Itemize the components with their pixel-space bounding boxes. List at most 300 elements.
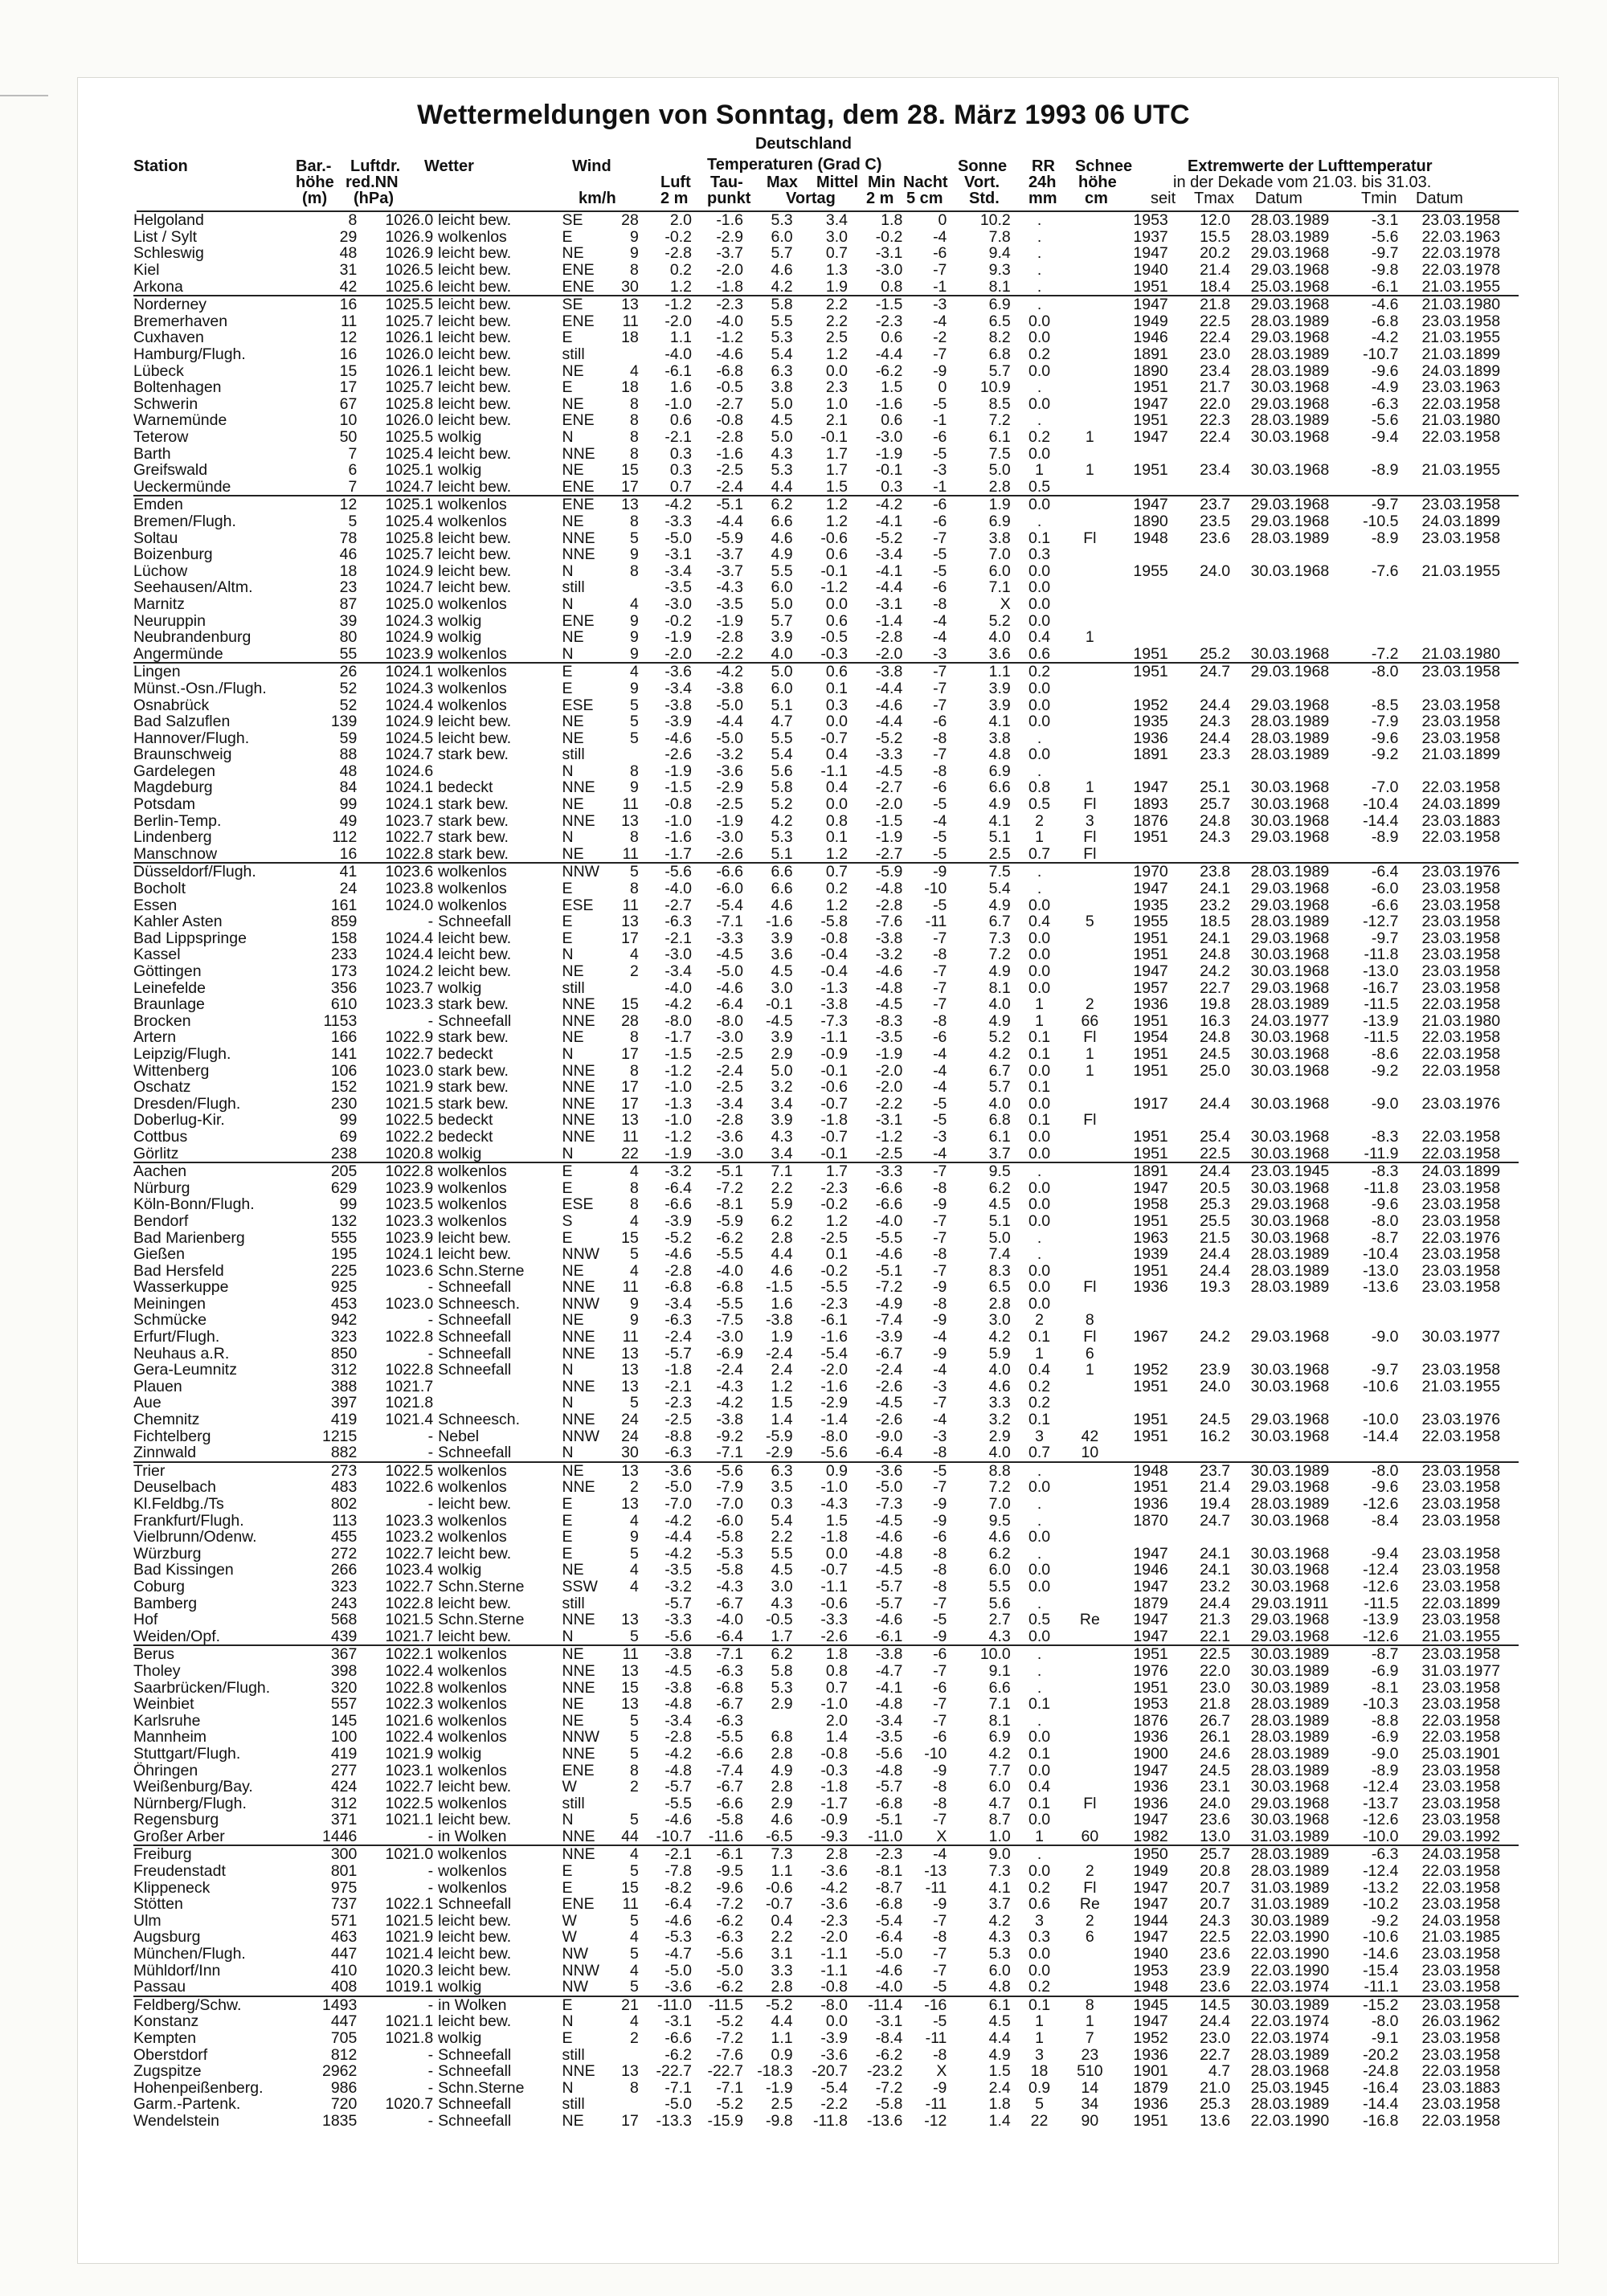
cell-wetter: Schneefall [438, 1012, 512, 1030]
cell-mittel-vortag: -2.0 [820, 1929, 848, 1946]
cell-rr-24h: 0.0 [1028, 1095, 1051, 1113]
cell-wind-richtung: NNE [562, 1662, 595, 1680]
cell-tmax: 24.7 [1180, 663, 1235, 680]
cell-rr-24h: 0.0 [1028, 1262, 1051, 1279]
cell-tmax [1180, 479, 1235, 496]
cell-nacht-5cm: -7 [933, 1912, 947, 1930]
cell-wind-richtung: NE [562, 395, 584, 413]
cell-luft-2m: 1.6 [669, 378, 692, 396]
cell-rr-24h: 0.0 [1028, 1479, 1051, 1496]
cell-luftdruck: 1021.5 [385, 1095, 434, 1113]
cell-rr-24h: 0.6 [1028, 645, 1051, 663]
cell-tmin-datum: 23.03.1958 [1421, 1279, 1501, 1296]
cell-luft-2m: -4.8 [664, 1695, 692, 1713]
cell-mittel-vortag: -5.4 [820, 1345, 848, 1362]
cell-tmax: 21.4 [1200, 261, 1231, 279]
cell-luftdruck: 1026.9 [385, 228, 434, 246]
cell-sonne-std: 6.9 [988, 762, 1011, 780]
cell-tmin [1345, 1079, 1404, 1096]
cell-tmin-datum [1404, 1296, 1519, 1313]
table-row [133, 429, 1519, 446]
cell-extrem-seit: 1890 [1133, 513, 1168, 530]
cell-wind-richtung: W [562, 1929, 577, 1946]
cell-rr-24h: . [1037, 228, 1042, 246]
cell-nacht-5cm: -7 [933, 1712, 947, 1730]
cell-min-2m: -5.8 [875, 2096, 903, 2113]
cell-luftdruck: 1021.9 [385, 1745, 434, 1763]
header-bar-1: Bar.- [296, 157, 332, 175]
table-row [133, 1246, 1519, 1263]
cell-bar-hoehe: 882 [330, 1444, 358, 1462]
cell-tmin-datum: 23.03.1958 [1404, 496, 1519, 513]
cell-min-2m: -3.8 [853, 1645, 907, 1663]
cell-schneehoehe [1063, 1162, 1116, 1180]
cell-schneehoehe: 66 [1081, 1012, 1099, 1030]
cell-bar-hoehe: 80 [339, 628, 358, 646]
cell-wetter: wolkenlos [438, 496, 562, 513]
cell-nacht-5cm: -7 [907, 663, 951, 680]
header-taupunkt-2: punkt [707, 190, 751, 207]
cell-luft-2m: -2.5 [664, 1411, 692, 1428]
cell-min-2m: -3.8 [875, 929, 903, 947]
cell-rr-24h: 0.0 [1028, 946, 1051, 963]
cell-sonne-std: 8.3 [988, 1262, 1011, 1279]
cell-wind-richtung: E [562, 880, 573, 897]
cell-bar-hoehe: 447 [330, 2013, 358, 2030]
cell-tmin: -10.6 [1363, 1929, 1399, 1946]
cell-wind-staerke: 9 [630, 612, 639, 629]
cell-station: Münst.-Osn./Flugh. [133, 680, 267, 697]
cell-wetter: leicht bew. [438, 1545, 512, 1563]
cell-rr-24h: 0.4 [1028, 628, 1051, 646]
cell-tmin-datum: 22.03.1963 [1421, 228, 1501, 246]
cell-taupunkt: -7.5 [716, 1312, 743, 1329]
table-row [133, 1395, 1519, 1412]
cell-wetter: Schn.Sterne [438, 1611, 525, 1628]
cell-wind-richtung: still [562, 1795, 585, 1812]
header-schnee-2: höhe [1078, 174, 1117, 191]
cell-bar-hoehe: 266 [330, 1562, 358, 1579]
cell-tmin-datum [1404, 445, 1519, 462]
cell-luft-2m: -2.8 [664, 1262, 692, 1279]
cell-sonne-std: 7.0 [988, 1495, 1011, 1513]
cell-max-vortag: 1.9 [771, 1328, 793, 1346]
cell-min-2m: -1.6 [875, 395, 903, 413]
cell-luft-2m: -22.7 [656, 2062, 692, 2080]
cell-luft-2m: -1.7 [664, 845, 692, 863]
cell-schneehoehe [1063, 379, 1116, 396]
cell-min-2m: -4.1 [875, 1679, 903, 1696]
cell-station: Bocholt [133, 880, 186, 897]
cell-wetter: wolkenlos [438, 513, 507, 530]
cell-extrem-seit: 1951 [1133, 1212, 1168, 1230]
cell-min-2m: -4.8 [875, 979, 903, 996]
cell-luftdruck: 1025.0 [385, 595, 434, 613]
cell-wetter: Schneesch. [438, 1411, 521, 1428]
table-row [133, 346, 1519, 363]
cell-wind-staerke: 8 [630, 562, 639, 580]
cell-min-2m: -3.0 [875, 261, 903, 279]
cell-luft-2m: -2.1 [664, 929, 692, 947]
cell-tmax: 24.4 [1200, 1095, 1231, 1113]
cell-bar-hoehe: 463 [330, 1929, 358, 1946]
cell-wetter: wolkenlos [438, 1712, 507, 1730]
cell-bar-hoehe: 225 [330, 1262, 358, 1279]
cell-taupunkt: -11.5 [697, 1996, 748, 2014]
table-row [133, 445, 1519, 462]
cell-rr-24h: 3 [1035, 2046, 1044, 2063]
cell-rr-24h: 0.1 [1028, 1411, 1051, 1428]
cell-tmin-datum: 21.03.1955 [1421, 562, 1501, 580]
cell-mittel-vortag: -2.3 [820, 1912, 848, 1930]
cell-rr-24h: 0.0 [1028, 329, 1051, 346]
cell-mittel-vortag: 0.2 [825, 880, 848, 897]
cell-mittel-vortag: 1.5 [825, 478, 848, 496]
table-row [133, 612, 1519, 629]
cell-luft-2m: -8.2 [664, 1879, 692, 1896]
cell-max-vortag: 6.3 [748, 1462, 798, 1480]
cell-taupunkt: -5.6 [697, 1462, 748, 1480]
cell-luftdruck: 1024.7 [385, 478, 434, 496]
cell-station: Seehausen/Altm. [133, 579, 253, 596]
cell-nacht-5cm: -4 [907, 1845, 951, 1863]
cell-schneehoehe: 8 [1085, 1312, 1094, 1329]
cell-wetter: wolkenlos [438, 1196, 507, 1213]
cell-max-vortag: 6.2 [771, 1212, 793, 1230]
cell-sonne-std: 4.2 [988, 1328, 1011, 1346]
cell-rr-24h: . [1037, 278, 1042, 296]
cell-schneehoehe [1063, 963, 1116, 980]
table-row [133, 645, 1519, 663]
cell-tmin-datum: 22.03.1978 [1421, 245, 1501, 262]
cell-extrem-seit [1116, 546, 1180, 563]
cell-wetter: leicht bew. [438, 313, 512, 330]
cell-tmin-datum: 26.03.1962 [1421, 2013, 1501, 2030]
cell-tmax-datum: 29.03.1968 [1250, 513, 1330, 530]
cell-tmax: 25.5 [1200, 1212, 1231, 1230]
cell-tmax-datum: 28.03.1989 [1250, 746, 1330, 763]
cell-bar-hoehe: 99 [339, 795, 358, 813]
cell-luftdruck: 1022.8 [385, 1595, 434, 1612]
cell-tmax-datum: 22.03.1974 [1250, 2029, 1330, 2047]
cell-sonne-std: 3.7 [988, 1895, 1011, 1913]
cell-tmin: -3.1 [1371, 212, 1399, 229]
cell-wind-staerke: 30 [621, 1444, 639, 1462]
cell-station: Essen [133, 897, 178, 913]
cell-nacht-5cm: -8 [933, 1444, 947, 1462]
cell-max-vortag: 5.1 [771, 697, 793, 713]
cell-mittel-vortag: -0.1 [820, 1062, 848, 1079]
cell-tmax: 25.0 [1200, 1062, 1231, 1079]
cell-tmin-datum: 31.03.1977 [1421, 1662, 1501, 1680]
cell-luftdruck: - [427, 1345, 434, 1362]
header-temp-group: Temperaturen (Grad C) [707, 156, 882, 174]
cell-tmin-datum: 23.03.1958 [1421, 1778, 1501, 1796]
cell-luft-2m: -6.6 [664, 1196, 692, 1213]
cell-luft-2m: -3.8 [664, 1679, 692, 1696]
cell-max-vortag: 3.6 [771, 946, 793, 963]
cell-tmax-datum: 30.03.1968 [1250, 461, 1330, 479]
cell-max-vortag: -1.9 [766, 2079, 793, 2097]
cell-luftdruck: 1022.4 [385, 1729, 434, 1746]
cell-schneehoehe [1063, 697, 1116, 713]
cell-tmin: -9.6 [1371, 1196, 1399, 1213]
cell-luft-2m: -4.2 [664, 1745, 692, 1763]
cell-rr-24h: 0.9 [1028, 2079, 1051, 2097]
cell-extrem-seit: 1951 [1133, 1479, 1168, 1496]
cell-min-2m: -3.9 [875, 1328, 903, 1346]
cell-taupunkt: -5.4 [716, 897, 743, 913]
cell-min-2m: -4.6 [875, 1528, 903, 1546]
cell-extrem-seit: 1951 [1133, 412, 1168, 429]
cell-rr-24h: . [1037, 245, 1042, 262]
cell-wind-staerke [611, 2046, 644, 2063]
cell-mittel-vortag: 0.6 [825, 612, 848, 629]
cell-wetter: leicht bew. [438, 545, 512, 563]
cell-tmin: -6.3 [1345, 1845, 1404, 1863]
cell-wetter: wolkig [438, 1562, 482, 1579]
cell-min-2m: -4.4 [875, 345, 903, 363]
cell-luftdruck: 1021.9 [385, 1078, 434, 1096]
cell-schneehoehe: Re [1079, 1611, 1100, 1628]
cell-sonne-std: 7.7 [988, 1762, 1011, 1779]
table-row [133, 1062, 1519, 1079]
cell-tmax-datum [1235, 1444, 1345, 1462]
cell-tmin-datum: 21.03.1980 [1421, 412, 1501, 429]
cell-station: Wittenberg [133, 1062, 210, 1079]
table-row [133, 1696, 1519, 1713]
cell-luftdruck: 1026.0 [385, 212, 434, 229]
cell-tmax: 20.2 [1200, 245, 1231, 262]
cell-max-vortag: 4.3 [771, 1595, 793, 1612]
cell-wind-richtung: E [562, 1862, 573, 1880]
table-row [133, 746, 1519, 763]
cell-tmax: 22.0 [1200, 1662, 1231, 1680]
cell-luft-2m: -1.8 [664, 1361, 692, 1379]
cell-luftdruck: - [427, 1444, 434, 1462]
cell-mittel-vortag: -0.2 [820, 1262, 848, 1279]
header-luft2m-1: Luft [660, 174, 691, 191]
cell-luftdruck: 1025.4 [385, 513, 434, 530]
cell-tmax: 22.7 [1200, 2046, 1231, 2063]
cell-rr-24h: 0.0 [1016, 496, 1064, 513]
cell-tmin: -6.3 [1371, 395, 1399, 413]
cell-extrem-seit [1116, 1112, 1180, 1129]
cell-min-2m: -3.5 [875, 1729, 903, 1746]
cell-wind-staerke: 4 [630, 946, 639, 963]
cell-wetter: bedeckt [438, 1045, 493, 1063]
cell-taupunkt: -2.8 [716, 628, 743, 646]
cell-rr-24h: 0.0 [1028, 1279, 1051, 1296]
cell-taupunkt: -1.6 [716, 212, 743, 229]
cell-rr-24h: 0.0 [1028, 313, 1051, 330]
cell-max-vortag: 2.2 [771, 1528, 793, 1546]
cell-max-vortag: 6.6 [771, 513, 793, 530]
cell-nacht-5cm: -7 [933, 929, 947, 947]
cell-tmin [1345, 1345, 1404, 1362]
cell-wetter: wolkenlos [438, 1512, 507, 1529]
cell-bar-hoehe: 419 [330, 1745, 358, 1763]
cell-nacht-5cm: -7 [907, 1162, 951, 1180]
cell-mittel-vortag: 3.4 [825, 212, 848, 229]
cell-schneehoehe: 23 [1081, 2046, 1099, 2063]
cell-luftdruck: 1022.4 [385, 1662, 434, 1680]
cell-luftdruck: 1022.8 [362, 1162, 438, 1180]
cell-rr-24h: 0.2 [1028, 428, 1051, 446]
cell-rr-24h: . [1037, 729, 1042, 746]
cell-tmax-datum: 28.03.1968 [1250, 2062, 1330, 2080]
cell-luft-2m: -10.7 [656, 1828, 692, 1845]
cell-sonne-std: 7.5 [951, 863, 1015, 880]
cell-tmin: -12.4 [1363, 1778, 1399, 1796]
cell-nacht-5cm: -3 [933, 645, 947, 663]
cell-schneehoehe [1063, 1462, 1116, 1480]
cell-station: Leinefelde [133, 979, 206, 996]
cell-nacht-5cm: -7 [933, 1595, 947, 1612]
cell-rr-24h: 0.1 [1028, 529, 1051, 546]
cell-bar-hoehe: 48 [339, 245, 358, 262]
table-row [133, 1046, 1519, 1063]
cell-bar-hoehe: 610 [330, 995, 358, 1013]
cell-station: Bremerhaven [133, 313, 228, 330]
cell-schneehoehe [1063, 262, 1116, 279]
cell-wetter: leicht bew. [438, 1812, 512, 1828]
cell-max-vortag: 3.1 [771, 1945, 793, 1963]
cell-wind-staerke [611, 1595, 644, 1612]
cell-sonne-std: 4.3 [988, 1929, 1011, 1946]
cell-extrem-seit: 1947 [1116, 496, 1180, 513]
cell-tmin: -8.0 [1371, 2013, 1399, 2030]
cell-extrem-seit: 1937 [1133, 228, 1168, 246]
cell-taupunkt: -3.6 [716, 1128, 743, 1146]
cell-wind-richtung: NNE [562, 1328, 595, 1346]
cell-schneehoehe: 1 [1085, 779, 1094, 796]
cell-schneehoehe: Fl [1083, 1328, 1097, 1346]
cell-taupunkt: -4.0 [716, 1262, 743, 1279]
cell-tmax-datum: 28.03.1989 [1250, 1495, 1330, 1513]
cell-wind-richtung: NNE [562, 1078, 595, 1096]
cell-luft-2m: -3.2 [664, 1578, 692, 1595]
cell-nacht-5cm: -4 [933, 1361, 947, 1379]
cell-luft-2m: 0.2 [669, 261, 692, 279]
cell-wetter: leicht bew. [438, 929, 512, 947]
cell-luft-2m: -6.2 [664, 2046, 692, 2063]
cell-min-2m: -6.6 [875, 1179, 903, 1197]
cell-sonne-std: 9.1 [988, 1662, 1011, 1680]
cell-sonne-std: 6.7 [988, 913, 1011, 930]
cell-min-2m: -3.8 [853, 663, 907, 680]
cell-wind-richtung: ENE [562, 1895, 595, 1913]
cell-extrem-seit: 1953 [1133, 1962, 1168, 1979]
cell-tmin: -8.3 [1345, 1162, 1404, 1180]
cell-max-vortag: 1.2 [771, 1378, 793, 1395]
cell-extrem-seit [1116, 1296, 1180, 1313]
cell-tmin: -10.7 [1363, 345, 1399, 363]
cell-wind-staerke: 28 [621, 1012, 639, 1030]
cell-bar-hoehe: 99 [339, 1112, 358, 1129]
cell-luft-2m: 2.0 [669, 212, 692, 229]
cell-wetter: wolkenlos [438, 595, 507, 613]
cell-max-vortag: 2.8 [771, 1745, 793, 1763]
cell-wind-staerke: 11 [622, 897, 639, 913]
cell-tmin: -11.5 [1364, 1595, 1399, 1612]
cell-wind-staerke: 5 [630, 1978, 639, 1996]
cell-wind-staerke: 2 [630, 1778, 639, 1796]
cell-min-2m: -5.2 [875, 729, 903, 746]
cell-wind-richtung: NNE [562, 1479, 595, 1496]
cell-taupunkt: -6.2 [716, 1978, 743, 1996]
cell-wetter: leicht bew. [438, 579, 512, 596]
cell-extrem-seit: 1951 [1133, 1411, 1168, 1428]
cell-tmax-datum: 28.03.1989 [1250, 212, 1330, 229]
table-row [133, 579, 1519, 596]
cell-bar-hoehe: 100 [330, 1729, 358, 1746]
cell-tmin-datum [1404, 1312, 1519, 1329]
cell-wind-staerke: 13 [611, 496, 644, 513]
cell-station: Lüchow [133, 562, 188, 580]
cell-mittel-vortag: 3.0 [825, 228, 848, 246]
cell-sonne-std: 10.2 [979, 212, 1011, 229]
cell-mittel-vortag: -4.3 [820, 1495, 848, 1513]
cell-tmin-datum: 23.03.1976 [1421, 1095, 1501, 1113]
cell-tmax-datum [1235, 1079, 1345, 1096]
cell-tmin-datum: 24.03.1958 [1404, 1845, 1519, 1863]
cell-wind-richtung: still [562, 345, 585, 363]
cell-tmin: -6.6 [1371, 897, 1399, 913]
cell-station: Köln-Bonn/Flugh. [133, 1196, 255, 1213]
cell-tmin-datum: 21.03.1955 [1421, 1378, 1501, 1395]
cell-station: Schwerin [133, 395, 198, 413]
cell-tmin: -9.7 [1371, 1361, 1399, 1379]
table-row [133, 880, 1519, 897]
cell-luftdruck: 1021.0 [362, 1845, 438, 1863]
cell-rr-24h: 0.5 [1028, 478, 1051, 496]
cell-tmax: 16.3 [1200, 1012, 1231, 1030]
cell-tmin-datum [1404, 1345, 1519, 1362]
cell-tmin: -8.5 [1371, 697, 1399, 713]
header-station: Station [133, 157, 188, 175]
cell-taupunkt: -9.2 [716, 1428, 743, 1444]
cell-nacht-5cm: -7 [933, 1662, 947, 1680]
cell-station: Bad Marienberg [133, 1229, 245, 1246]
cell-extrem-seit: 1949 [1133, 1862, 1168, 1880]
cell-tmin-datum [1404, 479, 1519, 496]
cell-tmax: 21.7 [1200, 378, 1231, 396]
cell-wetter: Schneefall [438, 2112, 512, 2130]
cell-schneehoehe: 2 [1085, 1862, 1094, 1880]
cell-max-vortag: -5.9 [766, 1428, 793, 1444]
cell-max-vortag: -2.9 [766, 1444, 793, 1462]
cell-wetter: wolkig [438, 428, 482, 446]
cell-wind-richtung: NW [562, 1945, 588, 1963]
cell-tmin: -12.6 [1363, 1628, 1399, 1645]
cell-schneehoehe [1063, 1579, 1116, 1595]
table-row [133, 1496, 1519, 1513]
cell-wind-staerke: 24 [621, 1428, 639, 1444]
cell-sonne-std: 7.8 [988, 228, 1011, 246]
cell-extrem-seit: 1948 [1133, 529, 1168, 546]
cell-wind-richtung: NNE [562, 1279, 595, 1296]
cell-tmax-datum: 28.03.1989 [1250, 1762, 1330, 1779]
cell-tmin-datum: 23.03.1958 [1421, 946, 1501, 963]
cell-tmin: -16.8 [1363, 2112, 1399, 2130]
cell-wind-staerke: 5 [630, 1812, 639, 1828]
cell-tmax [1180, 846, 1235, 864]
cell-luftdruck: - [427, 1279, 434, 1296]
cell-tmax: 23.7 [1180, 1462, 1235, 1480]
header-seit: seit [1151, 190, 1176, 207]
cell-wind-staerke: 5 [630, 1712, 639, 1730]
